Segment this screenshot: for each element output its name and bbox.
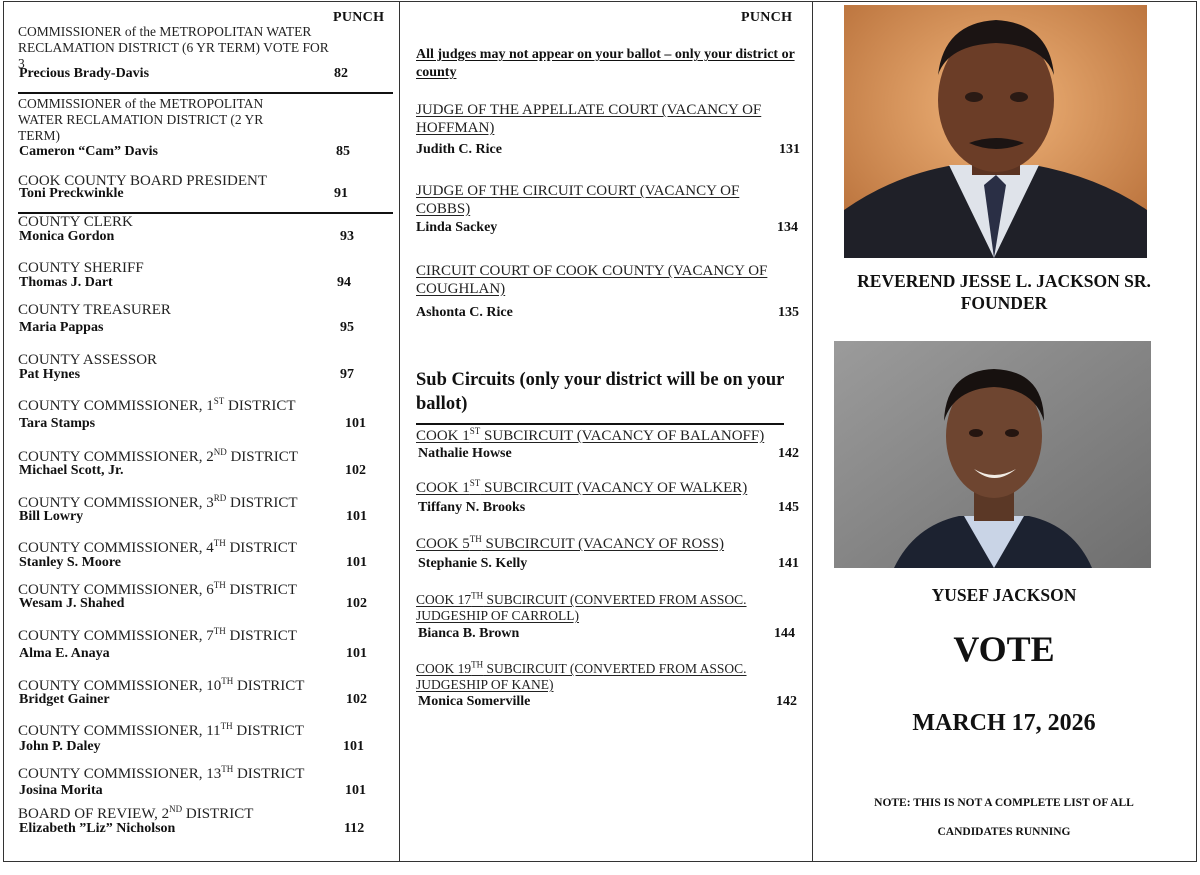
subcircuit-title-text: SUBCIRCUIT (VACANCY OF BALANOFF): [480, 428, 765, 444]
candidate-name: Toni Preckwinkle: [19, 186, 124, 201]
office-title: [18, 723, 338, 739]
office-title-text: DISTRICT: [233, 678, 305, 694]
subcircuit-ordinal-suffix: ST: [469, 426, 481, 436]
subcircuit-title-text: COOK 19: [416, 661, 472, 676]
punch-number: 93: [340, 229, 354, 244]
punch-number: 112: [344, 821, 365, 836]
punch-number: 102: [346, 692, 367, 707]
office-title-text: DISTRICT: [225, 628, 297, 644]
vote-heading: VOTE: [953, 629, 1055, 669]
office-title: COUNTY SHERIFF: [18, 260, 144, 276]
punch-number: 102: [346, 596, 367, 611]
office-ordinal-suffix: TH: [220, 721, 233, 731]
punch-number: 85: [336, 144, 350, 159]
punch-number: 141: [778, 556, 799, 571]
office-title-text: DISTRICT: [226, 495, 298, 511]
subcircuit-ordinal-suffix: TH: [471, 590, 484, 601]
subcircuits-rule: [416, 423, 784, 425]
founder-portrait-icon: [844, 5, 1147, 258]
punch-number: 134: [777, 220, 798, 235]
section-rule: [18, 212, 393, 214]
founder-caption: [844, 270, 1164, 314]
subcircuit-candidate-name: Monica Somerville: [418, 694, 531, 709]
judge-candidate-name: Ashonta C. Rice: [416, 305, 513, 320]
column-divider-left: [399, 1, 400, 862]
candidate-portrait-icon: [834, 341, 1151, 568]
office-title-text: BOARD OF REVIEW, 2: [18, 806, 170, 822]
founder-photo: [844, 5, 1147, 258]
candidate-photo: [834, 341, 1151, 568]
candidate-name: YUSEF JACKSON: [931, 585, 1077, 605]
judge-candidate-name: Judith C. Rice: [416, 142, 502, 157]
punch-number: 94: [337, 275, 351, 290]
candidate-name: Cameron “Cam” Davis: [19, 144, 158, 159]
office-title: [18, 806, 338, 822]
candidate-name: Monica Gordon: [19, 229, 115, 244]
office-title: COMMISSIONER of the METROPOLITAN WATER RECLAMATION DISTRICT (2 YR TERM): [18, 96, 264, 143]
judge-office-title: CIRCUIT COURT OF COOK COUNTY (VACANCY OF COUGHLAN): [416, 263, 768, 297]
office-title-text: DISTRICT: [182, 806, 254, 822]
judge-candidate-name: Linda Sackey: [416, 220, 498, 235]
judges-note-county: county: [416, 65, 457, 80]
office-ordinal-suffix: TH: [213, 626, 226, 636]
punch-number: 144: [774, 626, 795, 641]
punch-number: 95: [340, 320, 354, 335]
office-title-text: COUNTY COMMISSIONER, 2: [18, 449, 214, 465]
office-title-text: DISTRICT: [225, 582, 297, 598]
office-title-text: COUNTY COMMISSIONER, 10: [18, 678, 222, 694]
subcircuit-title: [416, 536, 786, 552]
office-ordinal-suffix: ND: [169, 804, 183, 814]
founder-name: REVEREND JESSE L. JACKSON SR.: [857, 271, 1151, 291]
candidate-name: Stanley S. Moore: [19, 555, 122, 570]
office-title-text: DISTRICT: [224, 398, 296, 414]
subcircuit-title: [416, 661, 776, 693]
subcircuit-title: [416, 480, 786, 496]
subcircuit-candidate-name: Tiffany N. Brooks: [418, 500, 526, 515]
subcircuit-title-text: SUBCIRCUIT (VACANCY OF WALKER): [480, 480, 748, 496]
founder-title: FOUNDER: [960, 293, 1048, 313]
subcircuit-candidate-name: Bianca B. Brown: [418, 626, 520, 641]
column-divider-right: [812, 1, 813, 862]
punch-number: 131: [779, 142, 800, 157]
punch-number: 142: [776, 694, 797, 709]
punch-number: 97: [340, 367, 354, 382]
candidate-name: Alma E. Anaya: [19, 646, 110, 661]
office-ordinal-suffix: RD: [213, 493, 227, 503]
punch-header-middle: PUNCH: [741, 10, 793, 25]
section-rule: [18, 92, 393, 94]
candidate-name: Maria Pappas: [19, 320, 104, 335]
election-date: MARCH 17, 2026: [912, 710, 1096, 736]
candidate-name: Michael Scott, Jr.: [19, 463, 124, 478]
punch-number: 91: [334, 186, 348, 201]
punch-number: 142: [778, 446, 799, 461]
judge-office-title: JUDGE OF THE CIRCUIT COURT (VACANCY OF COBBS): [416, 183, 740, 217]
punch-number: 101: [345, 783, 366, 798]
office-title: COOK COUNTY BOARD PRESIDENT: [18, 173, 268, 189]
candidate-name: John P. Daley: [19, 739, 101, 754]
office-ordinal-suffix: TH: [213, 538, 226, 548]
office-ordinal-suffix: TH: [221, 764, 234, 774]
subcircuits-heading: Sub Circuits (only your district will be on your ballot): [416, 370, 784, 414]
office-ordinal-suffix: ND: [213, 447, 227, 457]
candidate-name: Bridget Gainer: [19, 692, 110, 707]
candidate-name: Tara Stamps: [19, 416, 96, 431]
punch-number: 135: [778, 305, 799, 320]
office-title-text: COUNTY COMMISSIONER, 11: [18, 723, 221, 739]
office-title-text: DISTRICT: [233, 766, 305, 782]
office-ordinal-suffix: TH: [221, 676, 234, 686]
office-ordinal-suffix: TH: [213, 580, 226, 590]
subcircuit-title-text: SUBCIRCUIT (CONVERTED FROM ASSOC. JUDGESHIP OF CARROLL): [416, 592, 747, 623]
candidate-name: Elizabeth ”Liz” Nicholson: [19, 821, 176, 836]
candidate-name: Bill Lowry: [19, 509, 84, 524]
judges-note-text: All judges may not appear on your ballot – only your district or: [416, 47, 795, 62]
punch-header: PUNCH: [333, 10, 385, 25]
office-title-text: DISTRICT: [232, 723, 304, 739]
punch-number: 102: [345, 463, 366, 478]
subcircuit-candidate-name: Stephanie S. Kelly: [418, 556, 528, 571]
punch-number: 82: [334, 66, 348, 81]
candidate-name: Josina Morita: [19, 783, 103, 798]
office-title: [18, 766, 338, 782]
office-title-text: COUNTY COMMISSIONER, 13: [18, 766, 222, 782]
office-title-text: COUNTY COMMISSIONER, 6: [18, 582, 214, 598]
judge-office-title: JUDGE OF THE APPELLATE COURT (VACANCY OF HOFFMAN): [416, 102, 762, 136]
office-ordinal-suffix: ST: [213, 396, 225, 406]
office-title-text: COUNTY COMMISSIONER, 4: [18, 540, 214, 556]
candidate-name: Thomas J. Dart: [19, 275, 113, 290]
office-title: COMMISSIONER of the METROPOLITAN WATER RECLAMATION DISTRICT (6 YR TERM) VOTE FOR 3: [18, 24, 329, 71]
office-title: [18, 628, 338, 644]
candidate-name: Precious Brady-Davis: [19, 66, 150, 81]
subcircuit-title-text: COOK 5: [416, 536, 470, 552]
candidate-name: Wesam J. Shahed: [19, 596, 125, 611]
judges-note: [416, 46, 796, 82]
subcircuit-ordinal-suffix: TH: [471, 659, 484, 670]
office-title: [18, 540, 338, 556]
office-title: COUNTY TREASURER: [18, 302, 171, 318]
office-title: COUNTY CLERK: [18, 214, 133, 230]
subcircuit-title-text: COOK 17: [416, 592, 472, 607]
office-title: COUNTY ASSESSOR: [18, 352, 158, 368]
subcircuit-title-text: SUBCIRCUIT (CONVERTED FROM ASSOC. JUDGESHIP OF KANE): [416, 661, 747, 692]
punch-number: 101: [346, 555, 367, 570]
office-title-text: COUNTY COMMISSIONER, 3: [18, 495, 214, 511]
subcircuit-candidate-name: Nathalie Howse: [418, 446, 512, 461]
subcircuit-ordinal-suffix: TH: [469, 534, 482, 544]
subcircuit-title-text: COOK 1: [416, 480, 470, 496]
punch-number: 145: [778, 500, 799, 515]
office-title: [18, 398, 338, 414]
note-line-1: NOTE: THIS IS NOT A COMPLETE LIST OF ALL: [874, 797, 1134, 809]
punch-number: 101: [346, 509, 367, 524]
punch-number: 101: [343, 739, 364, 754]
subcircuit-title-text: COOK 1: [416, 428, 470, 444]
office-title-text: COUNTY COMMISSIONER, 7: [18, 628, 214, 644]
office-title-text: DISTRICT: [225, 540, 297, 556]
office-title-text: DISTRICT: [226, 449, 298, 465]
office-title-text: COUNTY COMMISSIONER, 1: [18, 398, 214, 414]
subcircuit-title: [416, 428, 786, 444]
punch-number: 101: [345, 416, 366, 431]
punch-number: 101: [346, 646, 367, 661]
candidate-name: Pat Hynes: [19, 367, 81, 382]
subcircuit-title: [416, 592, 776, 624]
subcircuit-ordinal-suffix: ST: [469, 478, 481, 488]
note-line-2: CANDIDATES RUNNING: [937, 826, 1071, 838]
subcircuit-title-text: SUBCIRCUIT (VACANCY OF ROSS): [481, 536, 725, 552]
